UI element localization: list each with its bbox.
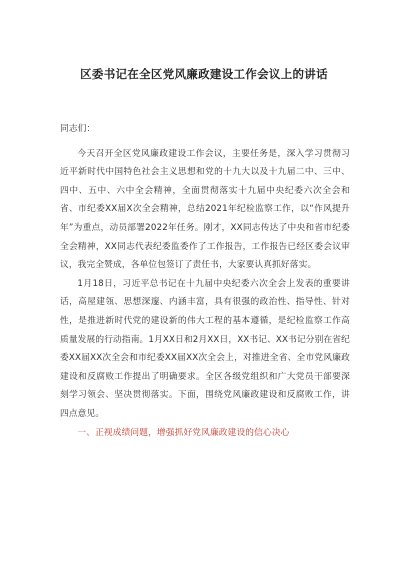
document-title: 区委书记在全区党风廉政建设工作会议上的讲话: [80, 67, 328, 81]
paragraph-2: 1月18日，习近平总书记在十九届中央纪委六次全会上发表的重要讲话，高屋建瓴、思想深邃、内涵丰富，具有很强的政治性、指导性、针对性，是推进新时代党的建设新的伟大工程的基本遵循，是纪检监察工作高质量发展的行动指南。1月XX日和2月XX日，XX书记、XX书记分别在省纪委XX届XX次全会和市纪委XX届XX次全会上，对推进全省、全市党风廉政建设和反腐败工作提出了明确要求。全区各级党组织和广大党员干部要深刻学习领会、坚决贯彻落实。下面，围绕党风廉政建设和反腐败工作，讲四点意见。: [60, 278, 350, 419]
salutation: 同志们：: [60, 124, 96, 134]
document-body: [60, 120, 350, 442]
paragraph-1: 今天召开全区党风廉政建设工作会议，主要任务是，深入学习贯彻习近平新时代中国特色社会主义思想和党的十九大以及十九届二中、三中、四中、五中、六中全会精神，全面贯彻落实十九届中央纪委六次全会和省、市纪委XX届X次全会精神，总结2021年纪检监察工作，以“作风提升年”为重点，动员部署2022年任务。刚才，XX同志传达了中央和省市纪委全会精神，XX同志代表纪委监委作了工作报告，工作报告已经区委会议审议，我完全赞成，各单位包签订了责任书，大家要认真抓好落实。: [60, 148, 350, 271]
section-heading-1: 一、正视成绩问题，增强抓好党风廉政建设的信心决心: [77, 427, 290, 438]
